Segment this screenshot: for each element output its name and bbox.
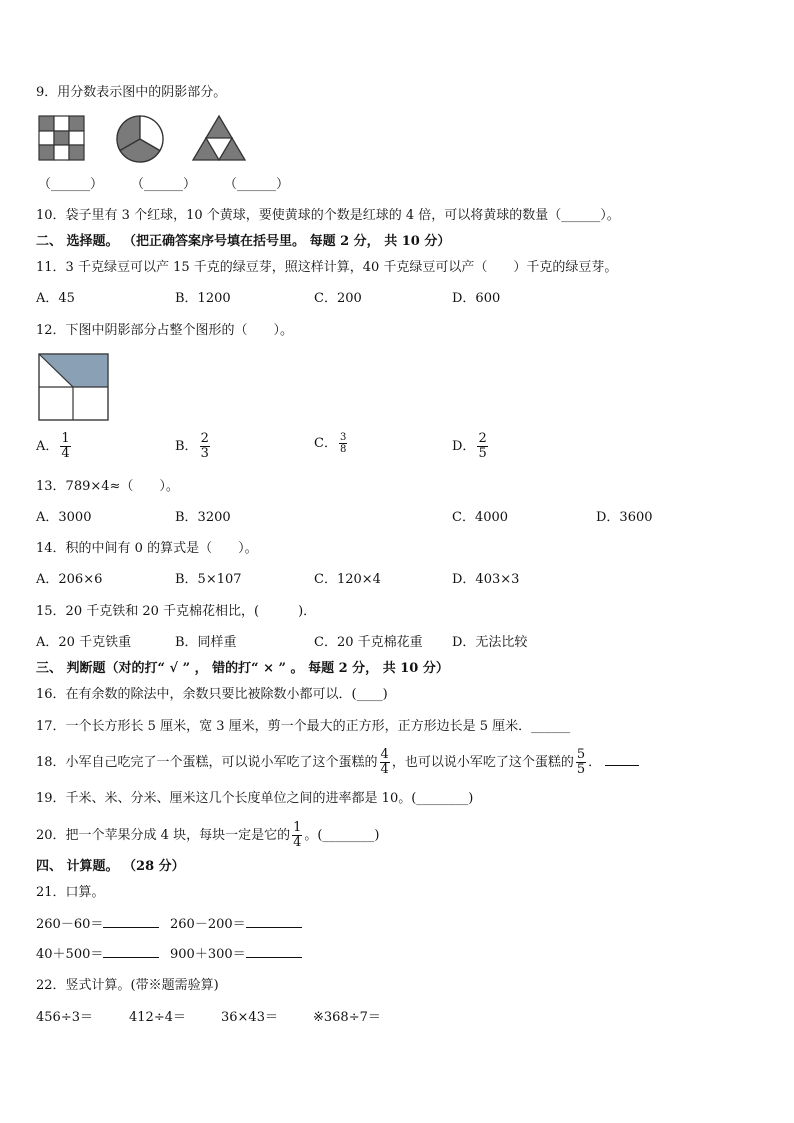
q22-text: 22．竖式计算。(带※题需验算) [36, 978, 219, 993]
fraction: $\frac{1}{4}$ [61, 431, 70, 461]
section2-title: 二、 选择题。 （把正确答案序号填在括号里。 每题 2 分， 共 10 分） [36, 234, 451, 249]
q21-item-4[interactable]: 900＋300＝ [170, 946, 302, 964]
q19-text: 19．千米、米、分米、厘米这几个长度单位之间的进率都是 10。(________) [36, 791, 474, 806]
q22-item-1[interactable]: 456÷3＝ [36, 1010, 93, 1025]
q12-text: 12．下图中阴影部分占整个图形的（ ）。 [36, 323, 294, 338]
q20-text-a: 20．把一个苹果分成 4 块，每块一定是它的 [36, 828, 291, 843]
q21-text: 21．口算。 [36, 885, 105, 900]
q11-option-b[interactable]: B．1200 [175, 291, 231, 306]
q18-text-a: 18．小军自己吃完了一个蛋糕，可以说小军吃了这个蛋糕的 [36, 755, 378, 770]
q18-line [36, 745, 639, 781]
q12-option-a-label: A． [36, 439, 59, 454]
fraction: $\frac{3}{8}$ [339, 432, 347, 455]
q15-option-a[interactable]: A．20 千克铁重 [36, 635, 132, 650]
q18-answer-blank[interactable] [605, 765, 639, 766]
q9-answer-3[interactable]: （______） [224, 177, 290, 192]
q14-option-d[interactable]: D．403×3 [452, 572, 520, 587]
q14-option-b[interactable]: B．5×107 [175, 572, 242, 587]
q13-text: 13．789×4≈（ ）。 [36, 479, 179, 494]
grid-figure [38, 115, 86, 161]
q18-text-c: ． [588, 755, 602, 770]
section4-title: 四、 计算题。 （28 分） [36, 859, 185, 874]
fraction-1-4: $\frac{1}{4}$ [293, 820, 302, 850]
fraction: $\frac{2}{5}$ [478, 431, 487, 461]
q22-item-2[interactable]: 412÷4＝ [129, 1010, 186, 1025]
q21-item-3[interactable]: 40＋500＝ [36, 946, 159, 964]
q22-item-3[interactable]: 36×43＝ [221, 1010, 278, 1025]
q13-option-d[interactable]: D．3600 [596, 510, 653, 525]
q12-option-d-label: D． [452, 439, 476, 454]
fraction-5-5: $\frac{5}{5}$ [576, 747, 586, 777]
q21-item-2[interactable]: 260－200＝ [170, 916, 302, 934]
section3-title: 三、 判断题（对的打“ √ ” ， 错的打“ × ” 。 每题 2 分， 共 10 分） [36, 661, 449, 676]
circle-figure [115, 114, 165, 164]
q11-option-a[interactable]: A．45 [36, 291, 75, 306]
q13-option-c[interactable]: C．4000 [452, 510, 509, 525]
q9-answer-1[interactable]: （______） [38, 177, 104, 192]
q18-text-b: ，也可以说小军吃了这个蛋糕的 [391, 755, 574, 770]
q12-option-b[interactable] [175, 432, 212, 461]
q9-answer-2[interactable]: （______） [131, 177, 197, 192]
q12-option-c[interactable] [314, 432, 349, 455]
q13-option-b[interactable]: B．3200 [175, 510, 231, 525]
q14-text: 14．积的中间有 0 的算式是（ ）。 [36, 541, 258, 556]
q21-item-1[interactable]: 260－60＝ [36, 916, 159, 934]
triangle-figure [191, 114, 247, 162]
q12-option-a[interactable] [36, 432, 73, 461]
q12-option-c-label: C． [314, 436, 337, 451]
q15-option-b[interactable]: B．同样重 [175, 635, 237, 650]
q14-option-a[interactable]: A．206×6 [36, 572, 103, 587]
q15-option-d[interactable]: D．无法比较 [452, 635, 528, 650]
q11-option-c[interactable]: C．200 [314, 291, 362, 306]
q20-text-b: 。(________) [304, 828, 380, 843]
q16-text: 16．在有余数的除法中，余数只要比被除数小都可以．(____) [36, 687, 388, 702]
rectangle-figure [38, 353, 110, 421]
q13-option-a[interactable]: A．3000 [36, 510, 92, 525]
q15-text: 15．20 千克铁和 20 千克棉花相比，( )． [36, 604, 317, 619]
q11-option-d[interactable]: D．600 [452, 291, 501, 306]
q15-option-c[interactable]: C．20 千克棉花重 [314, 635, 423, 650]
q9-text: 9．用分数表示图中的阴影部分。 [36, 85, 227, 100]
q11-text: 11．3 千克绿豆可以产 15 千克的绿豆芽，照这样计算，40 千克绿豆可以产（ ）千克的绿豆芽。 [36, 260, 618, 275]
q14-option-c[interactable]: C．120×4 [314, 572, 381, 587]
q20-line [36, 818, 380, 854]
q12-option-b-label: B． [175, 439, 198, 454]
q22-item-4[interactable]: ※368÷7＝ [313, 1010, 381, 1025]
q17-text: 17．一个长方形长 5 厘米，宽 3 厘米，剪一个最大的正方形，正方形边长是 5 厘米．______ [36, 719, 571, 734]
fraction-4-4: $\frac{4}{4}$ [380, 747, 389, 777]
q12-option-d[interactable] [452, 432, 490, 461]
fraction: $\frac{2}{3}$ [200, 431, 209, 461]
q10-text: 10．袋子里有 3 个红球，10 个黄球，要使黄球的个数是红球的 4 倍，可以将黄球的数量（______）。 [36, 208, 620, 223]
